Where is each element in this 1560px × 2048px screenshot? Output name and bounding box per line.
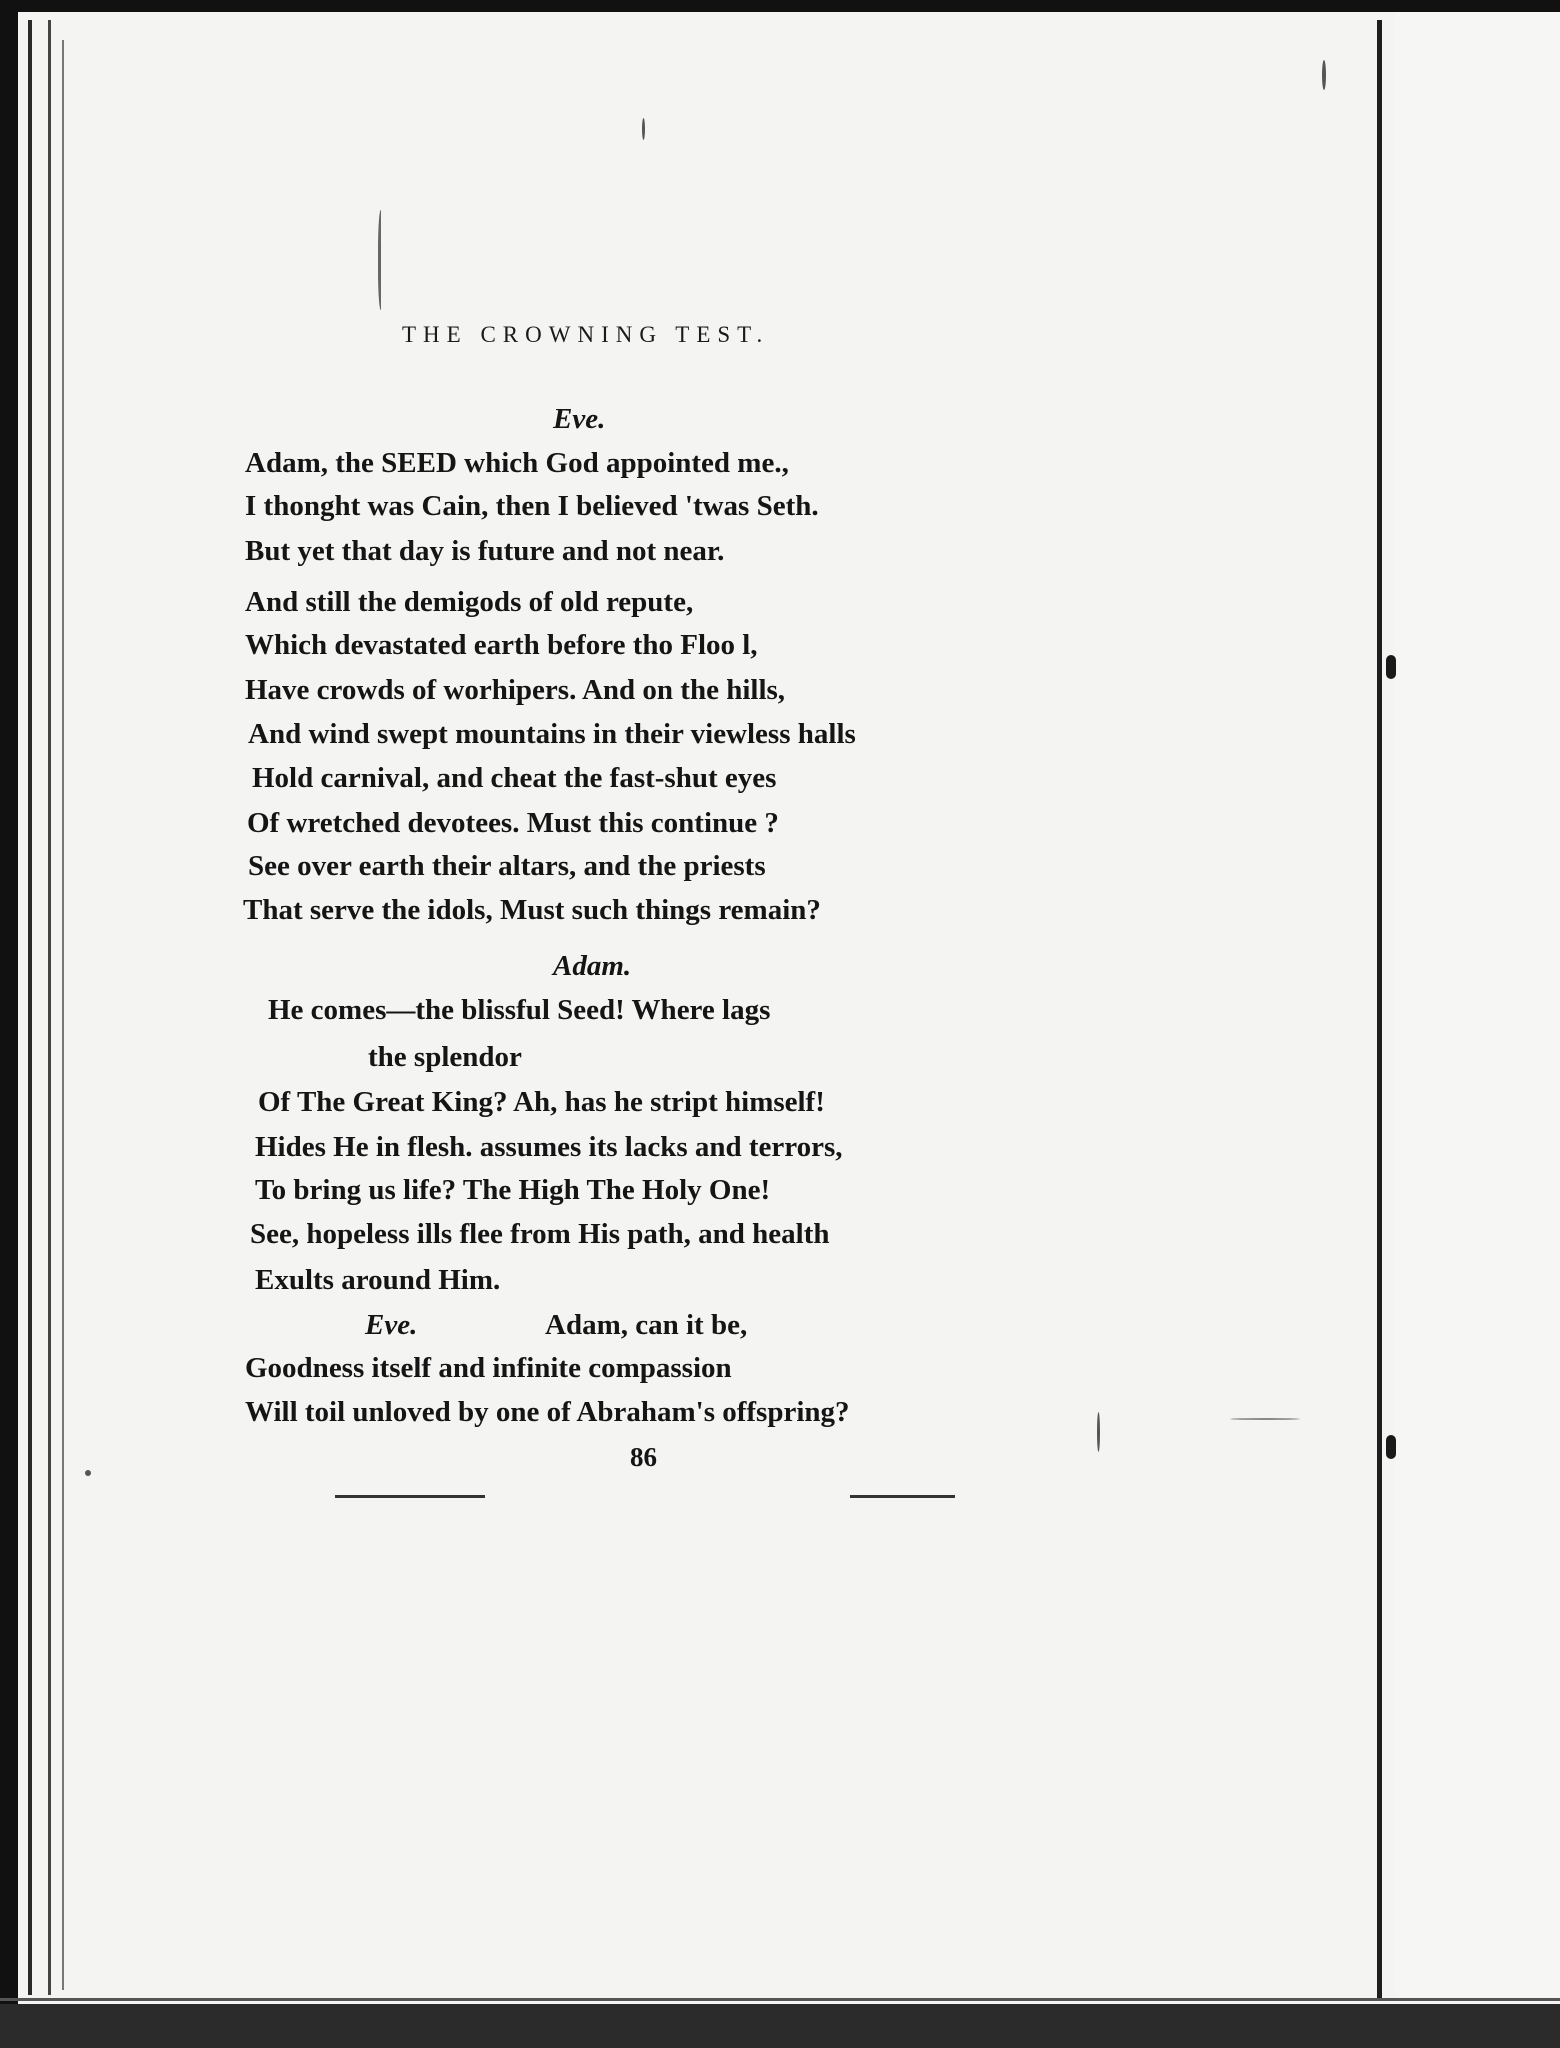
ornament-rule (335, 1495, 485, 1498)
scan-speck (1230, 1418, 1300, 1420)
verse-line: I thonght was Cain, then I believed 'twas Seth. (245, 490, 819, 522)
verse-line: Hides He in flesh. assumes its lacks and terrors, (255, 1131, 843, 1163)
verse-line: the splendor (368, 1041, 522, 1073)
verse-line: Which devastated earth before tho Floo l, (245, 629, 758, 661)
verse-line: And still the demigods of old repute, (245, 586, 694, 618)
verse-line: And wind swept mountains in their viewless halls (248, 718, 856, 750)
ornament-rule (850, 1495, 955, 1498)
verse-line: Of The Great King? Ah, has he stript himself! (258, 1086, 825, 1118)
verse-line: Goodness itself and infinite compassion (245, 1352, 732, 1384)
verse-line: He comes—the blissful Seed! Where lags (268, 994, 771, 1026)
verse-line: Adam, can it be, (545, 1309, 748, 1341)
scan-speck (1322, 60, 1326, 90)
verse-line: Will toil unloved by one of Abraham's offspring? (245, 1396, 850, 1428)
speaker-label-eve: Eve. (553, 403, 606, 435)
verse-line: Hold carnival, and cheat the fast-shut eyes (252, 762, 777, 794)
verse-line: Have crowds of worhipers. And on the hills, (245, 674, 786, 706)
speaker-label-adam: Adam. (553, 950, 632, 982)
verse-line: That serve the idols, Must such things remain? (243, 894, 821, 926)
verse-line: See, hopeless ills flee from His path, and health (250, 1218, 830, 1250)
verse-line: Adam, the SEED which God appointed me., (245, 447, 789, 479)
verse-line: Exults around Him. (255, 1264, 501, 1296)
scan-speck (642, 118, 645, 140)
running-head: THE CROWNING TEST. (402, 322, 770, 347)
scan-speck (378, 210, 385, 310)
page-number: 86 (630, 1442, 657, 1472)
verse-line: But yet that day is future and not near. (245, 535, 725, 567)
scan-speck (85, 1470, 91, 1476)
verse-line: To bring us life? The High The Holy One! (255, 1174, 771, 1206)
scan-speck (1097, 1412, 1100, 1452)
verse-line: Of wretched devotees. Must this continue ? (247, 807, 779, 839)
speaker-label-eve: Eve. (365, 1309, 418, 1341)
verse-line: See over earth their altars, and the priests (248, 850, 766, 882)
